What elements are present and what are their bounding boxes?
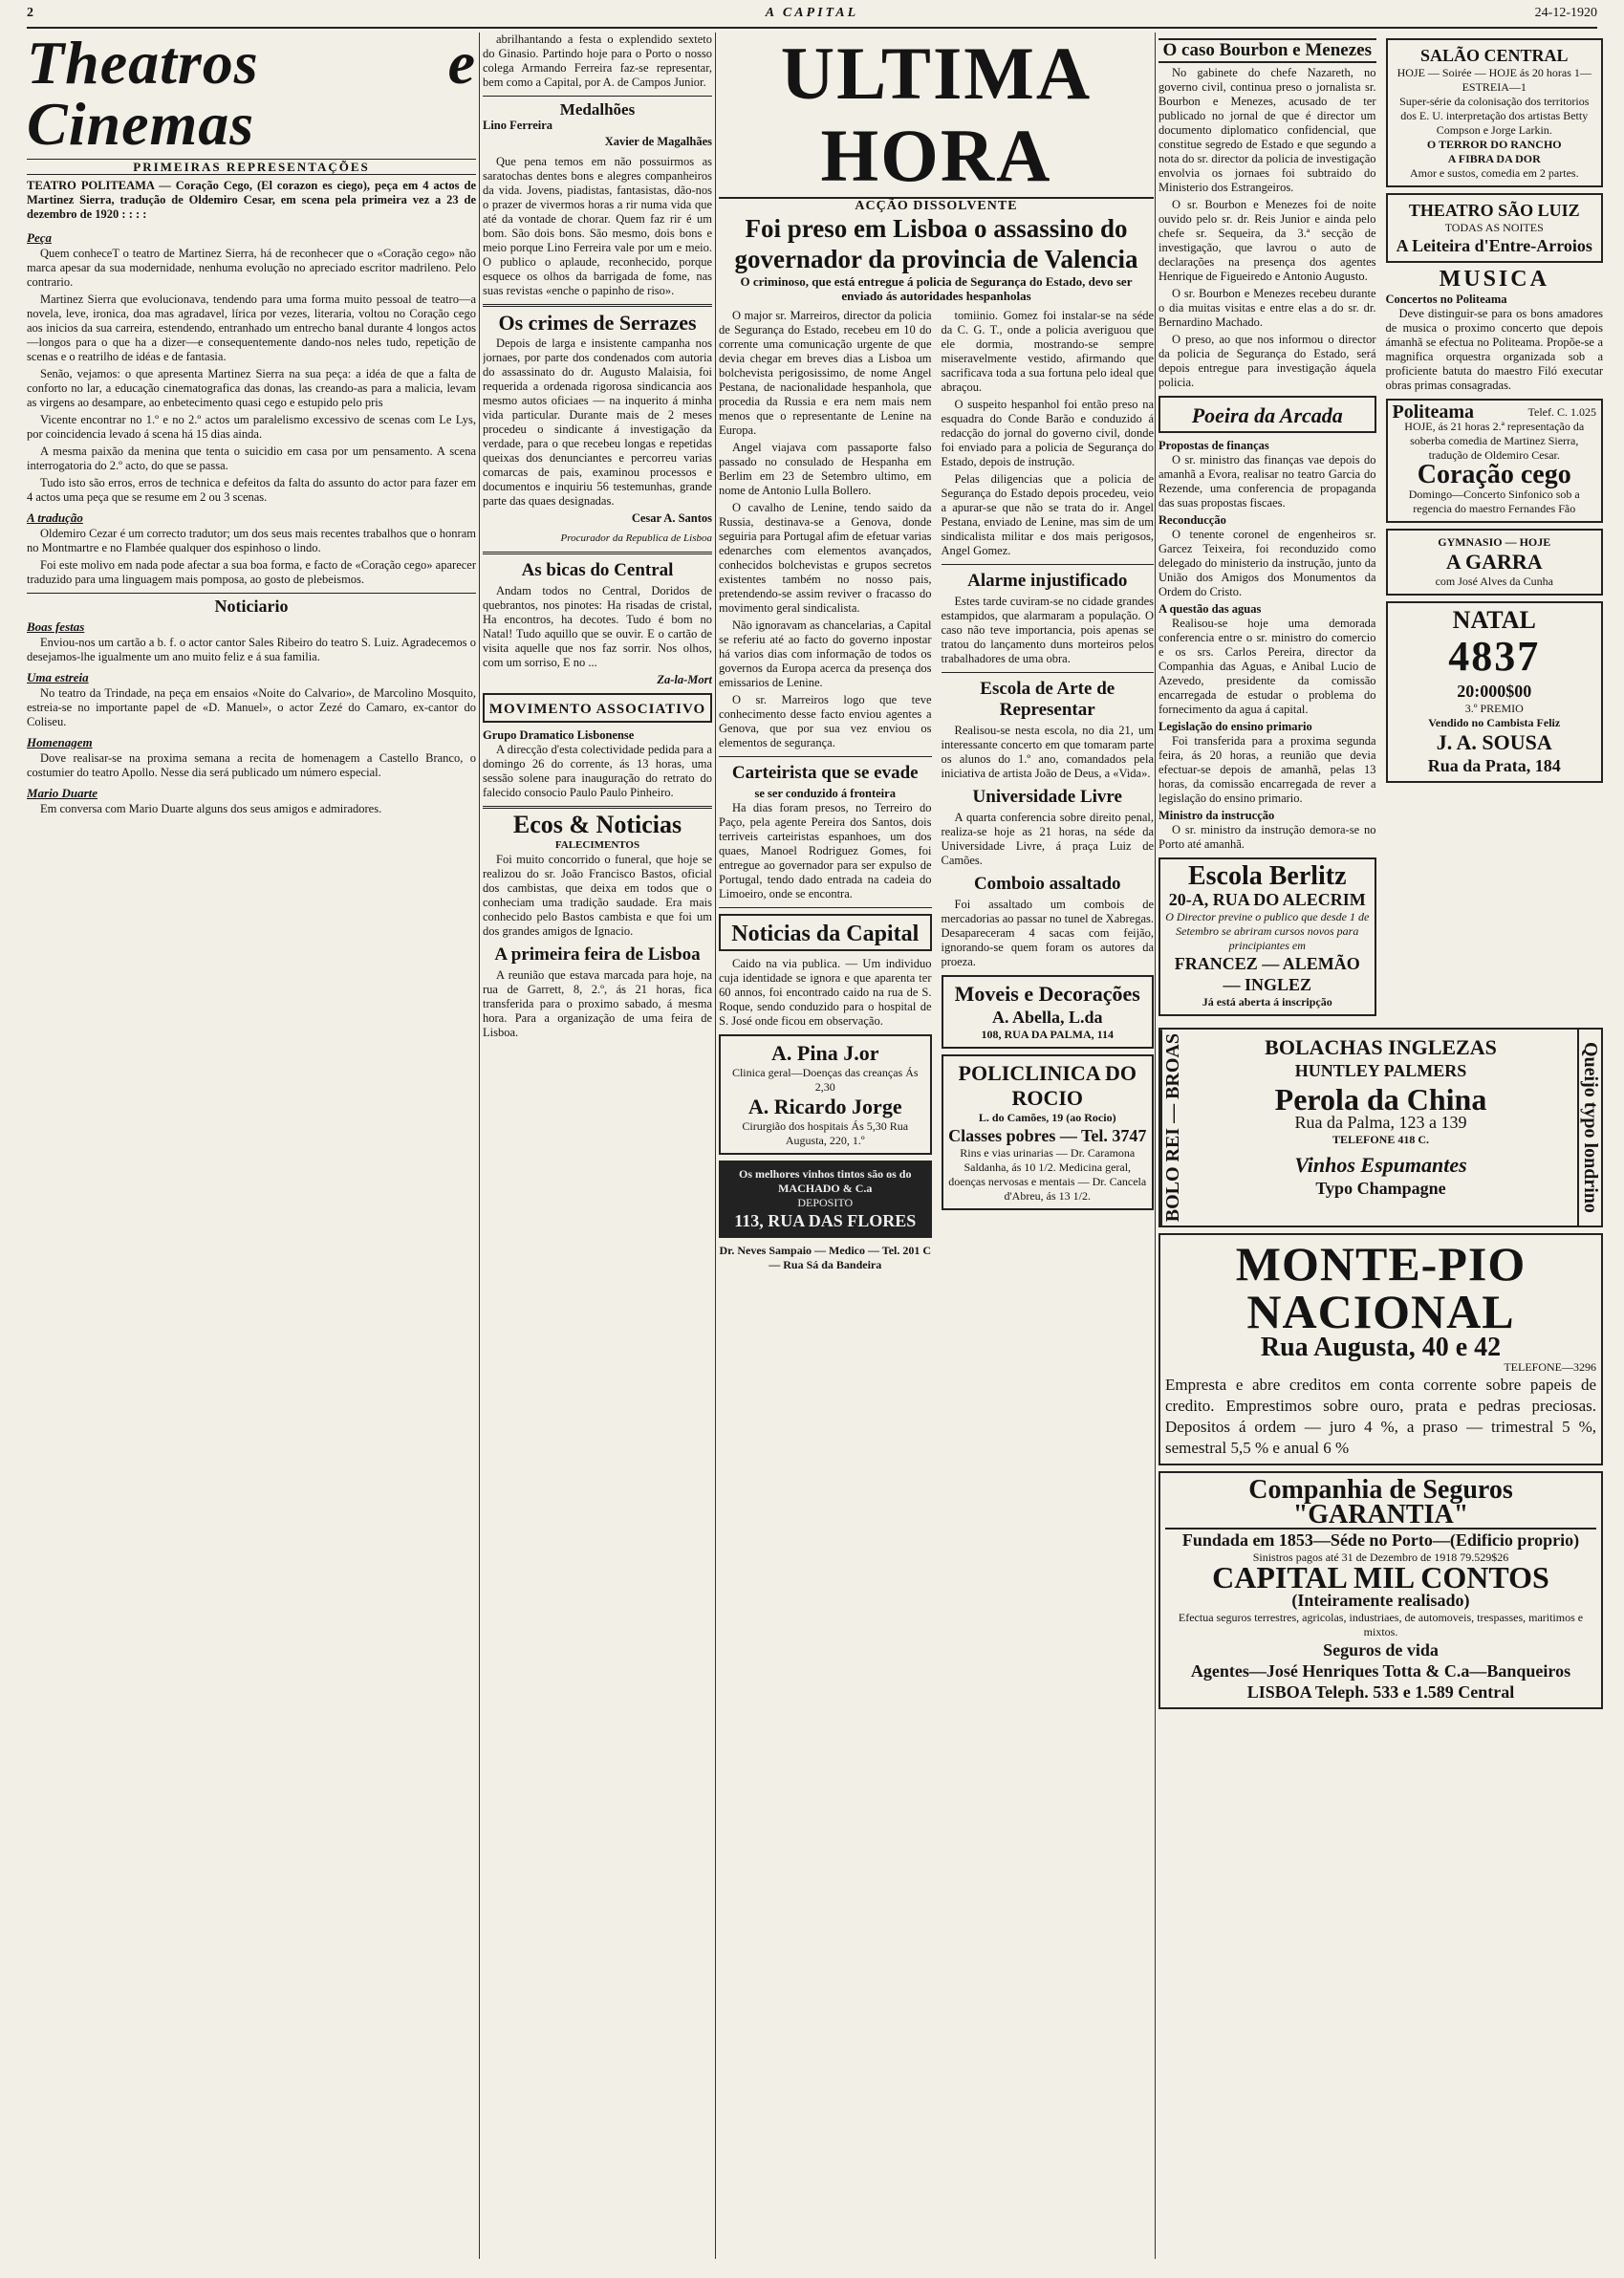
prize-value: 20:000$00 (1457, 682, 1532, 701)
ad-text: Seguros de vida (1323, 1640, 1439, 1660)
paragraph: Depois de larga e insistente campanha nos jornaes, por parte dos condenados com autoria do assassinato do dr. Augusto Malaisia, foi requerida a ordenada rigorosa sindicancia aos mesmo autos oficiaes — na inquerito á minha vida particular. Durante mais de 2 meses procedeu o sindicante á investigação da verdade, para o que recebeu longas e repetidas queixas dos denunciantes e percorreu varias comarcas de pais, examinou processos e documentos e inquiriu 56 testemunhas, grande parte das quaes designadas. (483, 336, 712, 508)
ad-text: Vendido no Cambista Feliz (1428, 716, 1561, 729)
ad-company: A. Abella, L.da (991, 1008, 1103, 1027)
paragraph: Que pena temos em não possuirmos as saratochas dentes bons e alegres companheiros da vida. Jovens, piadistas, fantasistas, dão-nos o prazer de vivermos horas a rir numa vida que até da vontade de chorar. Quem faz rir é um bom. São dois bons. São mesmo, dois bons e meio porque Lino Ferreira vale por um e meio. O publico o aplaude, reconhecido, porque esquece os olhos da barrigada de fome, nas suas revistas «enche o papinho de riso». (483, 155, 712, 297)
theatre-name: GYMNASIO — HOJE (1438, 535, 1551, 549)
poeira-heading: Poeira da Arcada (1191, 403, 1343, 427)
alarme-heading: Alarme injustificado (967, 571, 1128, 591)
subheading: Legislação do ensino primario (1158, 720, 1312, 733)
masthead: A CAPITAL (765, 6, 859, 20)
ad-languages: FRANCEZ — ALEMÃO — INGLEZ (1174, 954, 1360, 994)
paragraph: No gabinete do chefe Nazareth, no governo civil, continua preso o jornalista sr. Bourbon e Menezes, acusado de ter publicado no jornal de que é director um documento diplomatico confidencial, que constitue segredo de Estado e que segundo a nota do sr. director da policia de investigação envolvia os jornaes foi subtraido do Ministerio dos Estrangeiros. (1158, 66, 1376, 194)
ad-address: 20-A, RUA DO ALECRIM (1168, 890, 1366, 909)
paragraph: Martinez Sierra que evolucionava, tendendo para uma forma muito pessoal de teatro—a novela, leve, ironica, doa mas agradavel, lírica por vezes, literaria, voltou no Coração cego aos inicios da sua carreira, estendendo, entranhado um entrecho banal durante 4 longos actos—longos para o que ha a dizer—e consequentemente dando-nos neles tudo, repetição de scenas e o reatrilho de idéas e de fantasia. (27, 293, 476, 363)
ad-brand: HUNTLEY PALMERS (1294, 1061, 1467, 1080)
news-heading: Noticiario (214, 597, 289, 616)
subheading: Mario Duarte (27, 786, 98, 800)
paragraph: O tenente coronel de engenheiros sr. Garcez Teixeira, foi reconduzido como delegado do ministerio da instrução, junto da União dos Amigos dos Monumentos da Ordem do Cristo. (1158, 528, 1376, 598)
ad-text: Efectua seguros terrestres, agricolas, industriaes, de automoveis, trespasses, maritimos e mixtos. (1178, 1611, 1584, 1639)
ad-text: Amor e sustos, comedia em 2 partes. (1409, 166, 1579, 180)
carteirista-heading: Carteirista que se evade (731, 763, 919, 783)
theatre-column (27, 33, 476, 2260)
middle-column (483, 33, 712, 2260)
byline: Cesar A. Santos (631, 511, 712, 525)
ad-product-type: Typo Champagne (1315, 1179, 1446, 1198)
paragraph: Quem conheceT o teatro de Martinez Sierra, há de reconhecer que o «Coração cego» não marca apesar da sua modernidade, nenhuma evolução no apreciado escritor madrileno. Pelo contrario. (27, 247, 476, 289)
subheading: FALECIMENTOS (554, 839, 640, 851)
ad-address: 108, RUA DA PALMA, 114 (981, 1028, 1114, 1041)
paragraph: Caido na via publica. — Um individuo cuja identidade se ignora e que aparenta ter 60 annos, foi encontrado caido na rua de S. Roque, sendo conduzido para o hospital de S. José onde ficou em observação. (719, 957, 932, 1028)
ad-doctor-name: A. Ricardo Jorge (747, 1095, 902, 1118)
paragraph: Pelas diligencias que a policia de Segurança do Estado depois procedeu, veio a apurar-se que não se trata do ir. Angel Pestana, enviado de Lenine, mas sim de um sindicalista militar e dos mais perigosos, Angel Gomez. (941, 472, 1154, 557)
ad-address: Rua Augusta, 40 e 42 (1260, 1333, 1502, 1363)
ad-phone: Telef. C. 1.025 (1527, 405, 1596, 419)
ad-heading: Moveis e Decorações (954, 982, 1140, 1006)
column-rule (479, 33, 480, 2259)
column-rule (715, 33, 716, 2259)
subheading: Reconducção (1158, 513, 1226, 527)
theatre-name: THEATRO SÃO LUIZ (1408, 201, 1580, 220)
paragraph: A mesma paixão da menina que tenta o suicidio em casa por um pensamento. A scena interrogatoria do 2.º acto, do que se passa. (27, 445, 476, 472)
crimes-heading: Os crimes de Serrazes (498, 311, 697, 335)
subheading: A tradução (27, 510, 83, 525)
ad-doctor-name: A. Pina J.or (771, 1041, 879, 1065)
paragraph: abrilhantando a festa o explendido sexteto do Ginasio. Partindo hoje para o Porto o nosso colega Armando Ferreira faz-se representar, bem como a Capital, por A. de Campos Junior. (483, 33, 712, 89)
ad-text: Empresta e abre creditos em conta corrente sobre papeis de credito. Emprestimos sobre ouro, prata e pedras preciosas. Depositos á ordem — juro 4 %, a praso — trimestral 5 %, semestral 5,5 % e anual 6 % (1165, 1376, 1596, 1458)
paragraph: Realisou-se nesta escola, no dia 21, um interessante concerto em que tomaram parte os alunos do 1.º ano, comandados pela iniciativa de artista João de Deus, a «Vida». (941, 724, 1154, 780)
top-line (27, 6, 1597, 29)
ultima-hora-masthead: ULTIMA HORA (719, 33, 1154, 199)
ad-text: TODAS AS NOITES (1444, 221, 1544, 234)
ad-address: Rua da Prata, 184 (1427, 756, 1561, 775)
subheading: Homenagem (27, 735, 93, 749)
page-number: 2 (27, 6, 33, 20)
ad-vertical-text: BOLO REI — BROAS (1160, 1030, 1184, 1226)
ecos-heading: Ecos & Noticias (512, 811, 682, 838)
byline: Za-la-Mort (657, 673, 712, 686)
subheading: Boas festas (27, 619, 85, 634)
headline-deck: O criminoso, que está entregue á policia de Segurança do Estado, devo ser enviado ás autoridades hespanholas (740, 274, 1133, 303)
ad-text: Fundada em 1853—Séde no Porto—(Edificio proprio) (1181, 1530, 1580, 1551)
paragraph: Foi assaltado um combois de mercadorias ao passar no tunel de Xabregas. Desapareceram 4 sacas com feijão, ignorando-se quem foram os autores da proeza. (941, 898, 1154, 968)
subheading: A questão das aguas (1158, 602, 1262, 616)
ad-text: Já está aberta á inscripção (1202, 995, 1332, 1009)
issue-date: 24-12-1920 (1534, 6, 1597, 20)
ad-text: Os melhores vinhos tintos são os do MACHADO & C.a (739, 1167, 912, 1195)
movimento-heading: MOVIMENTO ASSOCIATIVO (488, 702, 706, 717)
ad-agents: Agentes—José Henriques Totta & C.a—Banqueiros (1190, 1661, 1571, 1681)
subheading: Grupo Dramatico Lisbonense (483, 728, 635, 742)
ad-text: Classes pobres — Tel. 3747 (948, 1126, 1147, 1145)
paragraph: No teatro da Trindade, na peça em ensaios «Noite do Calvario», de Marcolino Mosquito, estreia-se no importante papel de «D. Manuel», o actor Zezé do Camaro, ex-cantor do Coliseu. (27, 686, 476, 728)
lead-paragraph: TEATRO POLITEAMA — Coração Cego, (El corazon es ciego), peça em 4 actos de Martinez Sierra, tradução de Oldemiro Cesar, em scena pela primeira vez a 23 de dezembro de 1920 : : : : (27, 179, 476, 221)
bicos-heading: As bicas do Central (521, 560, 674, 580)
paragraph: A direcção d'esta colectividade pedida para a domingo 26 do corrente, ás 13 horas, uma sessão solene para inauguração do retrato do falecido consocio Paulo Paulo Pinheiro. (483, 743, 712, 799)
paragraph: O sr. ministro das finanças vae depois do amanhã a Evora, realisar no teatro Garcia do Rezende, uma conferencia de propaganda das suas propostas fiscaes. (1158, 453, 1376, 510)
subheading: Uma estreia (27, 670, 89, 684)
column-rule (1155, 33, 1156, 2259)
ad-phone: TELEFONE 418 C. (1332, 1133, 1429, 1146)
play-title: Coração cego (1417, 460, 1571, 489)
ultima-hora-column (719, 33, 1154, 2260)
paragraph: Estes tarde cuviram-se no cidade grandes estampidos, que alarmaram a população. O caso não teve importancia, pois apenas se tratou do lançamento duns morteiros pelos trabalhadores de uma obra. (941, 595, 1154, 665)
paragraph: O cavalho de Lenine, tendo saido da Russia, destinava-se a Genova, donde seguiria para Portugal afim de efetuar varias edenarches com elementos avançados, conhecidos bolchevistas e grupos secretos existentes também no nosso pais, pretendendo-se assim reviver o fracasso do movimento geral sindicalista. (719, 501, 932, 615)
capital-amount: CAPITAL MIL CONTOS (1212, 1560, 1549, 1595)
seller-name: J. A. SOUSA (1436, 730, 1552, 754)
section-subtitle: PRIMEIRAS REPRESENTAÇÕES (27, 159, 476, 175)
right-column (1158, 33, 1603, 2260)
ad-text: HOJE, ás 21 horas 2.ª representação da soberba comedia de Martinez Sierra, tradução de Oldemiro Cesar. (1404, 420, 1585, 462)
escola-heading: Escola de Arte de Representar (980, 679, 1115, 720)
section-label: ACÇÃO DISSOLVENTE (855, 199, 1018, 213)
paragraph: Dove realisar-se na proxima semana a recita de homenagem a Castello Branco, o costumier do teatro Apollo. Nesse dia será publicado um número especial. (27, 751, 476, 779)
ad-address: Rua da Palma, 123 a 139 (1294, 1113, 1467, 1132)
medalhoes-subject: Lino Ferreira (483, 119, 553, 132)
ad-text: Sinistros pagos até 31 de Dezembro de 1918 79.529$26 (1252, 1551, 1509, 1565)
cinema-name: SALÃO CENTRAL (1419, 46, 1569, 65)
ad-vertical-text: Queijo typo londrino (1577, 1030, 1601, 1226)
byline-title: Procurador da Republica de Lisboa (560, 532, 712, 544)
paragraph: tomiinio. Gomez foi instalar-se na séde da C. G. T., onde a policia averiguou que ele dormia, mostrando-se sempre miseravelmente vestido, afirmando que sacrificava toda a sua fortuna pelo ideal que abraçou. (941, 309, 1154, 394)
ad-text: Clinica geral—Doenças das creanças Ás 2,30 (731, 1066, 919, 1094)
paragraph: O sr. Bourbon e Menezes recebeu durante o dia muitas visitas e entre elas a do sr. dr. Bernardino Machado. (1158, 287, 1376, 329)
subheading: Propostas de finanças (1158, 439, 1269, 452)
montepio-heading: MONTE-PIO NACIONAL (1235, 1237, 1527, 1339)
ad-text: Dr. Neves Sampaio — Medico — Tel. 201 C — Rua Sá da Bandeira (719, 1244, 932, 1271)
ad-text: 3.º PREMIO (1464, 702, 1524, 715)
store-name: Perola da China (1274, 1082, 1487, 1117)
section-title: Theatros e Cinemas (27, 33, 476, 158)
theatre-name: Politeama (1392, 401, 1475, 423)
ad-heading: BOLACHAS INGLEZAS (1265, 1035, 1497, 1059)
ad-address: L. do Camões, 19 (ao Rocio) (978, 1111, 1116, 1124)
main-headline: Foi preso em Lisboa o assassino do governador da provincia de Valencia (734, 214, 1138, 273)
paragraph: Tudo isto são erros, erros de technica e defeitos da falta do assunto do actor para fazer em 4 actos uma peça que se resume em 2 ou 3 scenas. (27, 476, 476, 504)
ad-address: 113, RUA DAS FLORES (734, 1211, 917, 1230)
paragraph: O sr. Bourbon e Menezes foi de noite ouvido pelo sr. dr. Reis Junior e ainda pelo chefe sr. Sequeira, da 3.ª secção de investigação, que lavrou o auto de declarações na presença dos agentes Henrique de Figueiredo e Antonio Augusto. (1158, 198, 1376, 283)
paragraph: O sr. ministro da instrução demora-se no Porto até amanhã. (1158, 823, 1376, 851)
ad-text: Super-série da colonisação dos territorios dos E. U. interpretação dos artistas Betty Compson e Jorge Larkin. (1399, 95, 1590, 137)
ad-heading: POLICLINICA DO ROCIO (958, 1061, 1137, 1110)
ad-text: (Inteiramente realisado) (1291, 1591, 1470, 1611)
subheading: se ser conduzido á fronteira (754, 787, 896, 800)
subheading: Ministro da instrucção (1158, 809, 1275, 822)
ad-text: Domingo—Concerto Sinfonico sob a regencia do maestro Fernandes Fão (1408, 488, 1580, 515)
paragraph: O preso, ao que nos informou o director da policia de Segurança do Estado, será depois entregue para investigação áquela policia. (1158, 333, 1376, 389)
paragraph: O major sr. Marreiros, director da policia de Segurança do Estado, recebeu em 10 do corrente uma comunicação urgente de que devia chegar em breves dias a Lisboa um bolchevista perigosissimo, de nome Angel Pestana, de nacionalidade hespanhola, que procedia da Russia e era nem mais nem menos que o representante de Lenine na Europa. (719, 309, 932, 437)
ad-phone: TELEFONE—3296 (1504, 1360, 1596, 1375)
paragraph: Senão, vejamos: o que apresenta Martinez Sierra na sua peça: a idéa de que a falta de conforto no lar, a educação cinematografica das donas, las creando-as para a malicia, levam as virgens ao desampare, ao enbetecimento quasi cego e estupido pelo pris (27, 367, 476, 409)
paragraph: O suspeito hespanhol foi então preso na esquadra do Conde Barão e conduzido á redacção do jornal do governo civil, donde foi enviado para a policia de Segurança do Estado, depois de instrução. (941, 398, 1154, 468)
garantia-heading: Companhia de Seguros "GARANTIA" (1165, 1478, 1596, 1530)
paragraph: Não ignoravam as chancelarias, a Capital se referiu até ao facto do governo inpostar há varios dias com informação de todos os governos da Europa acerca da presença dos emissarios de Lenine. (719, 618, 932, 689)
ad-text: HOJE — Soirée — HOJE ás 20 horas 1—ESTREIA—1 (1397, 66, 1592, 94)
byline: Xavier de Magalhães (604, 135, 712, 148)
paragraph: Andam todos no Central, Doridos de quebrantos, nos pinotes: Ha risadas de cristal, Ha encontros, ha decotes. Tudo é bom no Natal! Tudo aquillo que se ouvir. E o cartão de visita aquelle que nos faz sorrir. Nos olhos, com um sorriso, E no ... (483, 584, 712, 669)
ad-text: Rins e vias urinarias — Dr. Caramona Saldanha, ás 10 1/2. Medicina geral, doenças nervosas e mentais — Dr. Cancela d'Abreu, ás 13 1/2. (948, 1146, 1147, 1203)
musica-heading: MUSICA (1439, 267, 1549, 292)
paragraph: A quarta conferencia sobre direito penal, realiza-se hoje as 21 horas, na séde da Universidade Livre, á praça Luiz de Camões. (941, 811, 1154, 867)
ad-heading: Escola Berlitz (1187, 861, 1347, 891)
paragraph: Enviou-nos um cartão a b. f. o actor cantor Sales Ribeiro do teatro S. Luiz. Agradecemos o desejamos-lhe igualmente um ano muito feliz e á sua familia. (27, 636, 476, 663)
subheading: Peça (27, 230, 52, 245)
subheading: Concertos no Politeama (1385, 293, 1507, 306)
paragraph: Oldemiro Cezar é um correcto tradutor; um dos seus mais recentes trabalhos que o honram no Montmartre e no Flambée qualquer dos espinhoso o lindo. (27, 527, 476, 554)
paragraph: Foi muito concorrido o funeral, que hoje se realizou do sr. João Francisco Bastos, oficial dos cambistas, que deixa em todos que o conheciam uma tradição saudade. Era mais conhecido pelo Bastos cambista e que foi um dos grandes amigos de Ignacio. (483, 853, 712, 938)
noticias-heading: Noticias da Capital (731, 922, 920, 946)
comboio-heading: Comboio assaltado (973, 874, 1121, 894)
bourbon-heading: O caso Bourbon e Menezes (1158, 38, 1376, 63)
paragraph: Angel viajava com passaporte falso passado no consulado de Hespanha em Berlim em 23 de Setembro ultimo, em nome de Antonio Lulla Bollero. (719, 441, 932, 497)
paragraph: O sr. Marreiros logo que teve conhecimento desse facto enviou agentes a Genova, que por sua vez enviou os elementos de segurança. (719, 693, 932, 749)
ad-text: DEPOSITO (797, 1196, 854, 1209)
ad-product: Vinhos Espumantes (1294, 1153, 1467, 1177)
paragraph: Foi transferida para a proxima segunda feira, ás 20 horas, a reunião que devia efectuar-se depois de amanhã, pelas 13 horas, da comissão encarregada de rever a legislação do ensino primario. (1158, 734, 1376, 805)
paragraph: Vicente encontrar no 1.º e no 2.º actos um paralelismo excessivo de scenas com Le Lys, por coincidencia levado á scena há 15 dias ainda. (27, 413, 476, 441)
universidade-heading: Universidade Livre (972, 787, 1122, 807)
play-title: A Leiteira d'Entre-Arroios (1396, 236, 1592, 255)
ad-text: Cirurgião dos hospitais Ás 5,30 Rua Augusta, 220, 1.º (742, 1119, 909, 1147)
paragraph: A reunião que estava marcada para hoje, na rua de Garrett, 8, 2.º, ás 21 horas, fica transferida para o proximo sabado, á mesma hora. Para a organização de uma feira de Lisboa. (483, 968, 712, 1039)
ad-text: O Director previne o publico que desde 1 de Setembro se abriram cursos novos para principiantes em (1165, 910, 1370, 952)
ad-phone: LISBOA Teleph. 533 e 1.589 Central (1246, 1682, 1515, 1703)
film-title: O TERROR DO RANCHO (1426, 138, 1562, 151)
paragraph: Foi este molivo em nada pode afectar a sua boa forma, e facto de «Coração cego» aparecer traduzido para uma linguagem mais pomposa, ao gosto de plebeismos. (27, 558, 476, 586)
natal-heading: NATAL (1452, 606, 1536, 634)
lottery-number: 4837 (1448, 633, 1541, 680)
paragraph: Deve distinguir-se para os bons amadores de musica o proximo concerto que depois ámanhã se efectua no Politeama. Propõe-se a magnifica orquestra organizada sob a proficiente batuta do maestro Filó executar obras primas consagradas. (1385, 307, 1603, 392)
medalhoes-heading: Medalhões (559, 100, 636, 119)
paragraph: Ha dias foram presos, no Terreiro do Paço, pela agente Pereira dos Santos, dois terriveis carteiristas espanhoes, um dos quaes, Manoel Rodriguez Gomes, foi entregue ao governador para ser expulso de Portugal, tendo dado entrada na cadeia do Limoeiro, onde se encontra. (719, 801, 932, 900)
feira-heading: A primeira feira de Lisboa (494, 944, 701, 965)
play-title: A GARRA (1445, 550, 1543, 574)
film-title: A FIBRA DA DOR (1447, 152, 1541, 165)
paragraph: Realisou-se hoje uma demorada conferencia entre o sr. ministro do comercio e os srs. Carlos Pereira, director da Companhia das Aguas, e Anibal Lucio de Azevedo, presidente da comissão encarregada de estudar o problema do fornecimento da agua á capital. (1158, 617, 1376, 716)
ad-text: com José Alves da Cunha (1435, 575, 1553, 588)
paragraph: Em conversa com Mario Duarte alguns dos seus amigos e admiradores. (40, 802, 382, 815)
